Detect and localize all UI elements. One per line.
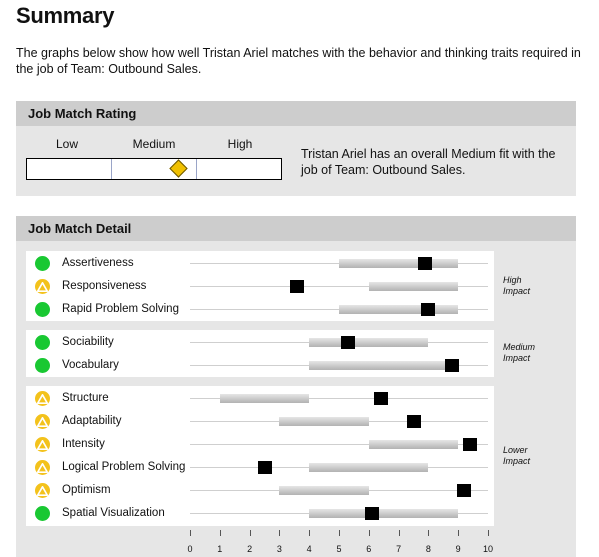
rating-scale-labels bbox=[26, 137, 281, 153]
green-circle-icon bbox=[35, 506, 50, 521]
score-marker bbox=[457, 484, 471, 497]
trait-row bbox=[26, 479, 494, 502]
axis-tick-label: 2 bbox=[247, 544, 253, 554]
score-marker bbox=[445, 359, 459, 372]
rating-label-low: Low bbox=[55, 137, 78, 151]
job-match-detail-header: Job Match Detail bbox=[16, 216, 576, 241]
rating-label-high: High bbox=[227, 137, 253, 151]
impact-label: Lower Impact bbox=[503, 445, 531, 466]
trait-label: Intensity bbox=[62, 438, 105, 450]
trait-label: Spatial Visualization bbox=[62, 507, 165, 519]
trait-row bbox=[26, 354, 494, 377]
target-range-bar bbox=[279, 486, 368, 495]
job-match-rating-panel bbox=[16, 101, 576, 196]
score-marker bbox=[421, 303, 435, 316]
job-match-detail-panel bbox=[16, 216, 576, 557]
page-title: Summary bbox=[16, 3, 115, 28]
impact-label: High Impact bbox=[503, 275, 531, 296]
target-range-bar bbox=[279, 417, 368, 426]
trait-label: Optimism bbox=[62, 484, 111, 496]
trait-label: Responsiveness bbox=[62, 280, 147, 292]
axis-tick-label: 1 bbox=[217, 544, 223, 554]
target-range-bar bbox=[309, 338, 428, 347]
intro-text: The graphs below show how well Tristan Ariel matches with the behavior and thinking traits required in the job of Team: Outbound Sales. bbox=[16, 46, 581, 76]
yellow-warning-icon bbox=[35, 437, 50, 452]
green-circle-icon bbox=[35, 302, 50, 317]
axis-tick bbox=[428, 530, 429, 536]
axis-tick-label: 6 bbox=[366, 544, 372, 554]
green-circle-icon bbox=[35, 358, 50, 373]
impact-label: Medium Impact bbox=[503, 342, 536, 363]
trait-label: Vocabulary bbox=[62, 359, 119, 371]
target-range-bar bbox=[369, 440, 458, 449]
score-marker bbox=[418, 257, 432, 270]
green-circle-icon bbox=[35, 335, 50, 350]
target-range-bar bbox=[309, 463, 428, 472]
score-marker bbox=[365, 507, 379, 520]
rating-summary: Tristan Ariel has an overall Medium fit with the job of Team: Outbound Sales. bbox=[301, 147, 556, 177]
axis-tick-label: 3 bbox=[276, 544, 282, 554]
score-marker bbox=[258, 461, 272, 474]
job-match-rating-header: Job Match Rating bbox=[16, 101, 576, 126]
yellow-warning-icon bbox=[35, 460, 50, 475]
yellow-warning-icon bbox=[35, 414, 50, 429]
rating-bar bbox=[26, 158, 282, 180]
trait-group bbox=[26, 330, 494, 377]
trait-row bbox=[26, 298, 494, 321]
target-range-bar bbox=[309, 361, 458, 370]
trait-label: Rapid Problem Solving bbox=[62, 303, 179, 315]
rating-bar-divider bbox=[111, 159, 112, 179]
axis-tick bbox=[339, 530, 340, 536]
trait-row bbox=[26, 387, 494, 410]
diamond-icon bbox=[170, 159, 188, 177]
trait-row bbox=[26, 275, 494, 298]
target-range-bar bbox=[339, 259, 458, 268]
score-axis bbox=[0, 530, 599, 557]
trait-row bbox=[26, 433, 494, 456]
rating-label-medium: Medium bbox=[132, 137, 176, 151]
yellow-warning-icon bbox=[35, 483, 50, 498]
axis-tick bbox=[458, 530, 459, 536]
score-marker bbox=[290, 280, 304, 293]
trait-label: Assertiveness bbox=[62, 257, 134, 269]
green-circle-icon bbox=[35, 256, 50, 271]
axis-tick-label: 8 bbox=[425, 544, 431, 554]
trait-row bbox=[26, 410, 494, 433]
axis-tick bbox=[309, 530, 310, 536]
score-marker bbox=[407, 415, 421, 428]
score-marker bbox=[463, 438, 477, 451]
axis-tick bbox=[399, 530, 400, 536]
target-range-bar bbox=[339, 305, 458, 314]
axis-tick-label: 5 bbox=[336, 544, 342, 554]
axis-tick-label: 7 bbox=[396, 544, 402, 554]
trait-label: Adaptability bbox=[62, 415, 122, 427]
trait-group bbox=[26, 251, 494, 321]
trait-label: Sociability bbox=[62, 336, 114, 348]
target-range-bar bbox=[220, 394, 309, 403]
trait-label: Structure bbox=[62, 392, 109, 404]
trait-label: Logical Problem Solving bbox=[62, 461, 186, 473]
trait-row bbox=[26, 502, 494, 525]
axis-tick-label: 9 bbox=[455, 544, 461, 554]
score-marker bbox=[374, 392, 388, 405]
target-range-bar bbox=[309, 509, 458, 518]
score-marker bbox=[341, 336, 355, 349]
trait-row bbox=[26, 331, 494, 354]
trait-row bbox=[26, 456, 494, 479]
axis-tick-label: 10 bbox=[482, 544, 493, 554]
axis-tick bbox=[250, 530, 251, 536]
axis-tick bbox=[190, 530, 191, 536]
axis-tick bbox=[488, 530, 489, 536]
yellow-warning-icon bbox=[35, 279, 50, 294]
trait-group bbox=[26, 386, 494, 526]
axis-tick bbox=[220, 530, 221, 536]
rating-bar-divider bbox=[196, 159, 197, 179]
axis-tick-label: 0 bbox=[187, 544, 193, 554]
axis-tick bbox=[279, 530, 280, 536]
yellow-warning-icon bbox=[35, 391, 50, 406]
target-range-bar bbox=[369, 282, 458, 291]
axis-tick-label: 4 bbox=[306, 544, 312, 554]
axis-tick bbox=[369, 530, 370, 536]
trait-row bbox=[26, 252, 494, 275]
